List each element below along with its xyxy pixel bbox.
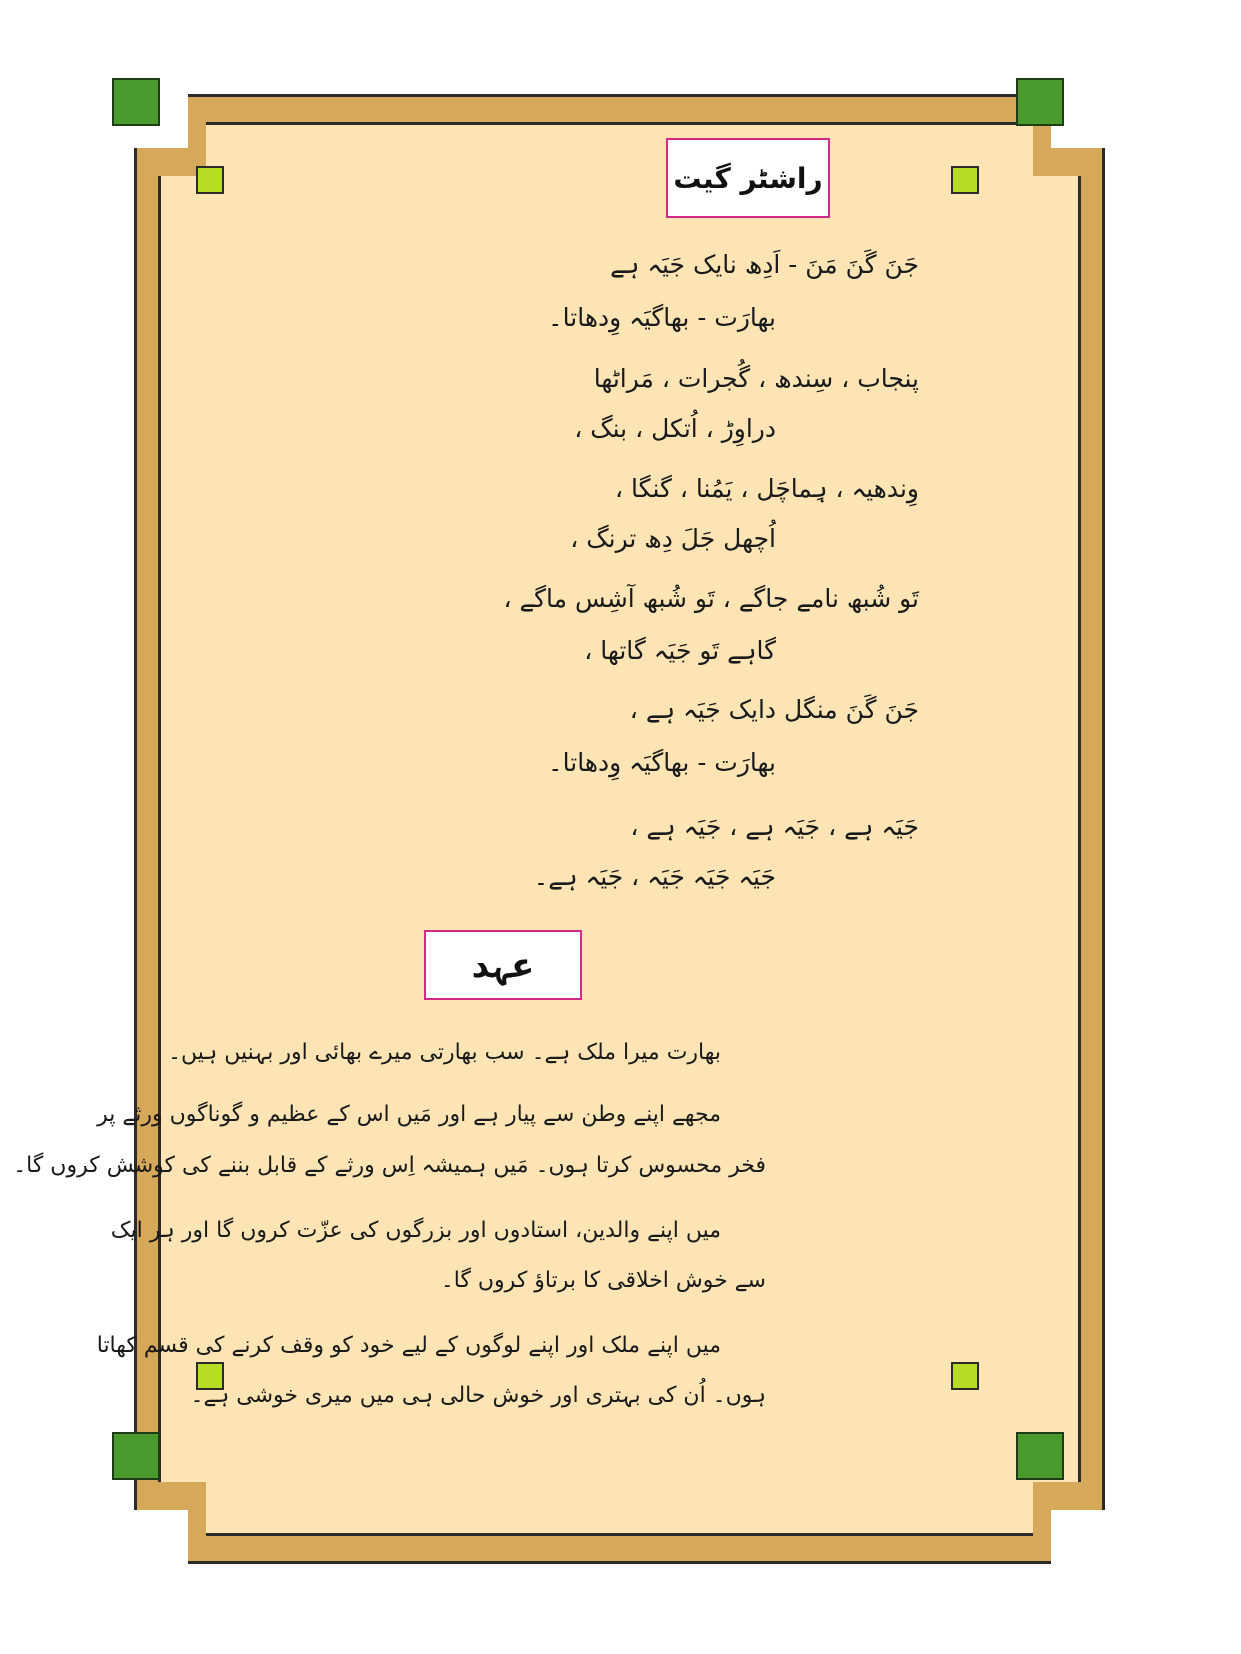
content-panel bbox=[158, 122, 1081, 1536]
anthem-line-4: دراوِڑ ، اُتکل ، بنگ ، bbox=[574, 414, 776, 443]
anthem-line-8: گاہے تَو جَیَہ گاتھا ، bbox=[584, 636, 776, 665]
anthem-line-12: جَیَہ جَیَہ جَیَہ ، جَیَہ ہے۔ bbox=[533, 862, 776, 891]
pledge-title: عہد bbox=[424, 930, 582, 1000]
anthem-line-7: تَو شُبھ نامے جاگے ، تَو شُبھ آشِس ماگے ، bbox=[503, 584, 919, 613]
corner-square-top-right bbox=[1016, 78, 1064, 126]
anthem-line-5: وِندھیہ ، ہِماچَل ، یَمُنا ، گنگا ، bbox=[615, 474, 919, 503]
inner-square-bottom-right bbox=[951, 1362, 979, 1390]
corner-square-bottom-left bbox=[112, 1432, 160, 1480]
anthem-line-11: جَیَہ ہے ، جَیَہ ہے ، جَیَہ ہے ، bbox=[630, 812, 919, 841]
corner-square-top-left bbox=[112, 78, 160, 126]
anthem-line-2: بھارَت - بھاگیَہ وِدھاتا۔ bbox=[548, 303, 776, 332]
pledge-line-5: سے خوش اخلاقی کا برتاؤ کروں گا۔ bbox=[440, 1268, 766, 1293]
anthem-line-6: اُچھل جَلَ دِھ ترنگ ، bbox=[570, 524, 776, 553]
anthem-line-10: بھارَت - بھاگیَہ وِدھاتا۔ bbox=[548, 748, 776, 777]
pledge-line-4: میں اپنے والدین، استادوں اور بزرگوں کی عزّت کروں گا اور ہر ایک bbox=[110, 1218, 721, 1243]
inner-square-top-right bbox=[951, 166, 979, 194]
pledge-line-3: فخر محسوس کرتا ہوں۔ مَیں ہمیشہ اِس ورثے کے قابل بننے کی کوشش کروں گا۔ bbox=[13, 1153, 766, 1178]
pledge-line-7: ہوں۔ اُن کی بہتری اور خوش حالی ہی میں میری خوشی ہے۔ bbox=[190, 1383, 766, 1408]
anthem-title: راشٹر گیت bbox=[666, 138, 830, 218]
pledge-line-2: مجھے اپنے وطن سے پیار ہے اور مَیں اس کے عظیم و گوناگوں ورثے پر bbox=[97, 1102, 721, 1127]
anthem-line-3: پنجاب ، سِندھ ، گُجرات ، مَراٹھا bbox=[593, 364, 919, 393]
anthem-line-9: جَنَ گَنَ منگل دایک جَیَہ ہے ، bbox=[629, 695, 919, 724]
corner-square-bottom-right bbox=[1016, 1432, 1064, 1480]
pledge-line-1: بھارت میرا ملک ہے۔ سب بھارتی میرے بھائی اور بہنیں ہیں۔ bbox=[168, 1040, 721, 1065]
anthem-line-1: جَنَ گَنَ مَنَ - اَدِھ نایک جَیَہ ہے bbox=[610, 250, 919, 279]
pledge-line-6: میں اپنے ملک اور اپنے لوگوں کے لیے خود کو وقف کرنے کی قسم کھاتا bbox=[96, 1333, 721, 1358]
inner-square-top-left bbox=[196, 166, 224, 194]
